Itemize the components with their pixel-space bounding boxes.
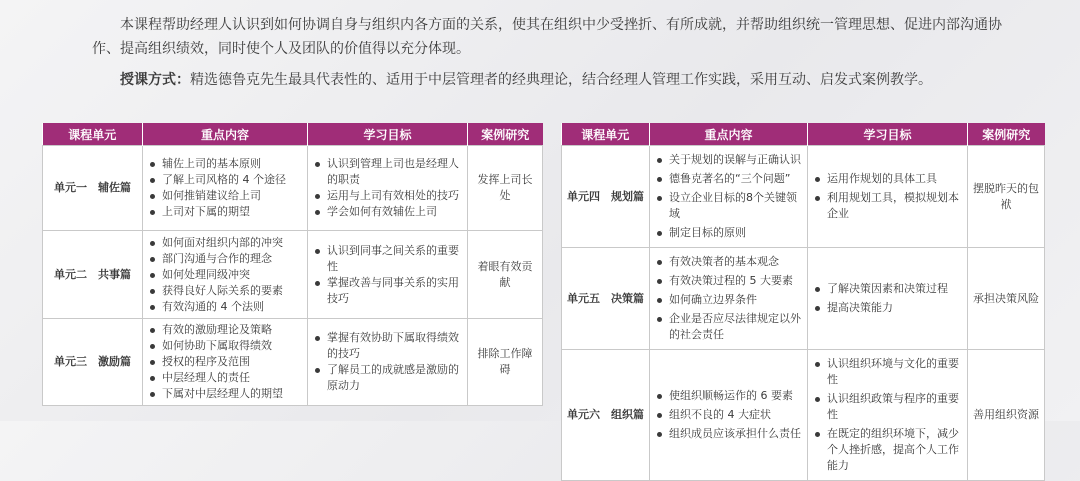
- goals-item: 认识到同事之间关系的重要性: [313, 243, 462, 275]
- table-body: [43, 146, 543, 406]
- course-table-left: [42, 123, 543, 406]
- goals-item: 掌握改善与同事关系的实用技巧: [313, 275, 462, 307]
- content-item: 使组织顺畅运作的 6 要素: [655, 388, 802, 404]
- content-item: 组织不良的 4 大症状: [655, 407, 802, 423]
- case-cell: 发挥上司长处: [468, 146, 543, 231]
- course-intro: [92, 13, 1022, 92]
- header-unit: 课程单元: [562, 123, 650, 146]
- content-cell: [143, 231, 308, 319]
- content-item: 有效决策过程的 5 大要素: [655, 273, 802, 289]
- content-item: 授权的程序及范围: [148, 354, 302, 370]
- table-row: [562, 350, 1045, 481]
- teaching-method-text: 精选德鲁克先生最具代表性的、适用于中层管理者的经典理论，结合经理人管理工作实践，采用互动、启发式案例教学。: [190, 72, 932, 88]
- content-item: 有效沟通的 4 个法则: [148, 299, 302, 315]
- content-item: 制定目标的原则: [655, 225, 802, 241]
- case-cell: 摆脱昨天的包袱: [968, 146, 1045, 248]
- goals-cell: [808, 146, 968, 248]
- goals-item: 认识到管理上司也是经理人的职责: [313, 156, 462, 188]
- content-cell: [143, 146, 308, 231]
- content-item: 上司对下属的期望: [148, 204, 302, 220]
- unit-cell: 单元一 辅佐篇: [43, 146, 143, 231]
- table-header-row: [43, 123, 543, 146]
- header-content: 重点内容: [143, 123, 308, 146]
- content-item: 部门沟通与合作的理念: [148, 251, 302, 267]
- unit-cell: 单元五 决策篇: [562, 248, 650, 350]
- goals-cell: [808, 350, 968, 481]
- unit-cell: 单元三 激励篇: [43, 319, 143, 406]
- content-cell: [650, 350, 808, 481]
- table-body: [562, 146, 1045, 481]
- content-item: 下属对中层经理人的期望: [148, 386, 302, 402]
- case-cell: 着眼有效贡献: [468, 231, 543, 319]
- goals-item: 了解员工的成就感是激励的原动力: [313, 362, 462, 394]
- table-row: [43, 319, 543, 406]
- unit-cell: 单元四 规划篇: [562, 146, 650, 248]
- goals-list: [313, 330, 462, 394]
- goals-list: [813, 171, 962, 222]
- unit-cell: 单元六 组织篇: [562, 350, 650, 481]
- content-list: [148, 322, 302, 402]
- goals-item: 利用规划工具，模拟规划本企业: [813, 190, 962, 222]
- table-row: [43, 231, 543, 319]
- content-item: 如何推销建议给上司: [148, 188, 302, 204]
- intro-paragraph: 本课程帮助经理人认识到如何协调自身与组织内各方面的关系，使其在组织中少受挫折、有所成就，并帮助组织统一管理思想、促进内部沟通协作、提高组织绩效，同时使个人及团队的价值得以充分体现。: [92, 17, 1002, 57]
- content-list: [148, 235, 302, 315]
- content-item: 关于规划的误解与正确认识: [655, 152, 802, 168]
- content-item: 中层经理人的责任: [148, 370, 302, 386]
- table-row: [562, 248, 1045, 350]
- table-header-row: [562, 123, 1045, 146]
- case-cell: 承担决策风险: [968, 248, 1045, 350]
- content-list: [655, 254, 802, 343]
- header-content: 重点内容: [650, 123, 808, 146]
- content-item: 德鲁克著名的“三个问题”: [655, 171, 802, 187]
- goals-item: 认识组织政策与程序的重要性: [813, 391, 962, 423]
- content-list: [148, 156, 302, 220]
- goals-item: 认识组织环境与文化的重要性: [813, 356, 962, 388]
- header-case: 案例研究: [968, 123, 1045, 146]
- content-item: 获得良好人际关系的要素: [148, 283, 302, 299]
- header-goals: 学习目标: [308, 123, 468, 146]
- teaching-method-label: 授课方式：: [120, 72, 190, 88]
- content-item: 企业是否应尽法律规定以外的社会责任: [655, 311, 802, 343]
- content-item: 设立企业目标的8个关键领域: [655, 190, 802, 222]
- goals-item: 提高决策能力: [813, 300, 962, 316]
- header-goals: 学习目标: [808, 123, 968, 146]
- goals-list: [313, 243, 462, 307]
- goals-list: [813, 281, 962, 316]
- content-item: 有效决策者的基本观念: [655, 254, 802, 270]
- content-item: 有效的激励理论及策略: [148, 322, 302, 338]
- goals-cell: [308, 231, 468, 319]
- goals-item: 学会如何有效辅佐上司: [313, 204, 462, 220]
- content-item: 了解上司风格的 4 个途径: [148, 172, 302, 188]
- goals-list: [313, 156, 462, 220]
- case-cell: 排除工作障碍: [468, 319, 543, 406]
- goals-item: 在既定的组织环境下，减少个人挫折感，提高个人工作能力: [813, 426, 962, 474]
- content-list: [655, 152, 802, 241]
- table-row: [43, 146, 543, 231]
- table-row: [562, 146, 1045, 248]
- goals-cell: [808, 248, 968, 350]
- unit-cell: 单元二 共事篇: [43, 231, 143, 319]
- goals-item: 了解决策因素和决策过程: [813, 281, 962, 297]
- header-case: 案例研究: [468, 123, 543, 146]
- content-cell: [650, 146, 808, 248]
- content-cell: [650, 248, 808, 350]
- content-cell: [143, 319, 308, 406]
- goals-cell: [308, 146, 468, 231]
- goals-cell: [308, 319, 468, 406]
- goals-list: [813, 356, 962, 474]
- goals-item: 掌握有效协助下属取得绩效的技巧: [313, 330, 462, 362]
- content-item: 辅佐上司的基本原则: [148, 156, 302, 172]
- content-item: 如何协助下属取得绩效: [148, 338, 302, 354]
- content-item: 如何面对组织内部的冲突: [148, 235, 302, 251]
- teaching-method: [92, 68, 1022, 92]
- goals-item: 运用作规划的具体工具: [813, 171, 962, 187]
- content-item: 组织成员应该承担什么责任: [655, 426, 802, 442]
- goals-item: 运用与上司有效相处的技巧: [313, 188, 462, 204]
- course-table-right: [561, 123, 1045, 481]
- content-item: 如何确立边界条件: [655, 292, 802, 308]
- case-cell: 善用组织资源: [968, 350, 1045, 481]
- content-item: 如何处理同级冲突: [148, 267, 302, 283]
- content-list: [655, 388, 802, 442]
- header-unit: 课程单元: [43, 123, 143, 146]
